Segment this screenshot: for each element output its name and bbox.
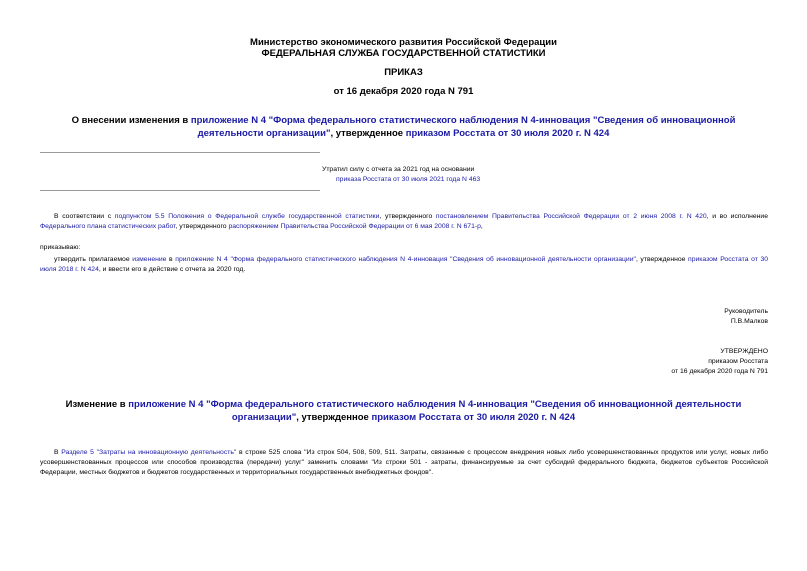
approve-paragraph	[40, 255, 768, 275]
change-paragraph	[40, 448, 768, 478]
p1-text-b: , утвержденного	[379, 213, 436, 220]
signature-name: П.В.Малков	[730, 318, 768, 325]
change-title-link-appendix[interactable]: приложение N 4 "Форма федерального статистического наблюдения N 4-инновация "Сведения об инновационной деятельности организации"	[128, 399, 742, 423]
p2-text-b: в	[166, 256, 176, 263]
preamble-paragraph	[40, 212, 768, 232]
expired-note-link[interactable]: приказа Росстата от 30 июля 2021 года N 463	[336, 176, 481, 183]
expired-note: Утратил силу с отчета за 2021 год на основании	[322, 166, 475, 173]
title-link-order[interactable]: приказом Росстата от 30 июля 2020 г. N 424	[405, 128, 610, 139]
p2-link-appendix[interactable]: приложение N 4 "Форма федерального статистического наблюдения N 4-инновация "Сведения об инновационной деятельности организации"	[175, 256, 636, 263]
approval-word: УТВЕРЖДЕНО	[720, 348, 768, 355]
p1-text-d: , утвержденного	[175, 223, 229, 230]
approval-by: приказом Росстата	[708, 358, 768, 365]
service-name: ФЕДЕРАЛЬНАЯ СЛУЖБА ГОСУДАРСТВЕННОЙ СТАТИСТИКИ	[261, 48, 546, 59]
p2-text-a: утвердить прилагаемое	[54, 256, 133, 263]
p1-link-decree[interactable]: постановлением Правительства Российской Федерации от 2 июня 2008 г. N 420	[435, 213, 707, 220]
p2-text-c: , утвержденное	[635, 256, 689, 263]
divider-bottom	[40, 190, 320, 191]
divider-top	[40, 152, 320, 153]
signature-role: Руководитель	[724, 308, 768, 315]
title-prefix: О внесении изменения в	[71, 115, 191, 126]
p1-link-regulation[interactable]: подпунктом 5.5 Положения о Федеральной службе государственной статистики	[114, 213, 380, 220]
ministry-name: Министерство экономического развития Российской Федерации	[250, 37, 557, 48]
p1-text-a: В соответствии с	[54, 213, 115, 220]
change-title-link-order[interactable]: приказом Росстата от 30 июля 2020 г. N 424	[371, 412, 576, 423]
p1-text-c: , и во исполнение	[706, 213, 768, 220]
p1-text-e: ,	[480, 223, 483, 230]
change-text-a: В	[54, 449, 62, 456]
change-text-b: в строке 525 слова "Из строк 504, 508, 509, 511. Затраты, связанные с процессом внедрения новых либо усовершенствованных продуктов или услуг, новых либо усовершенствованных процессов или способов производства (передачи) услуг" заменить словами "Из строки 501 - затраты, финансируемые за счет субсидий федерального бюджета, бюджетов субъектов Российской Федерации, местных бюджетов и бюджетов государственных и территориальных государственных внебюджетных фондов".	[40, 449, 768, 476]
p1-link-order[interactable]: распоряжением Правительства Российской Федерации от 6 мая 2008 г. N 671-р	[228, 223, 481, 230]
p1-link-plan[interactable]: Федерального плана статистических работ	[40, 223, 176, 230]
change-title	[55, 398, 752, 424]
title-link-appendix[interactable]: приложение N 4 "Форма федерального статистического наблюдения N 4-инновация "Сведения об инновационной деятельности организации"	[190, 115, 736, 139]
document-title	[55, 114, 752, 140]
p2-link-change[interactable]: изменение	[132, 256, 167, 263]
title-middle: , утвержденное	[330, 128, 406, 139]
change-title-prefix: Изменение в	[65, 399, 129, 410]
p2-link-order[interactable]: приказом Росстата от 30 июля 2018 г. N 424	[40, 256, 769, 273]
approval-date: от 16 декабря 2020 года N 791	[671, 368, 768, 375]
change-title-middle: , утвержденное	[296, 412, 372, 423]
order-word: приказываю:	[40, 244, 81, 251]
document-date: от 16 декабря 2020 года N 791	[333, 86, 474, 97]
document-type: ПРИКАЗ	[384, 67, 423, 78]
change-link-section[interactable]: Разделе 5 "Затраты на инновационную деятельность"	[61, 449, 237, 456]
p2-text-d: , и ввести его в действие с отчета за 2020 год.	[98, 266, 246, 273]
